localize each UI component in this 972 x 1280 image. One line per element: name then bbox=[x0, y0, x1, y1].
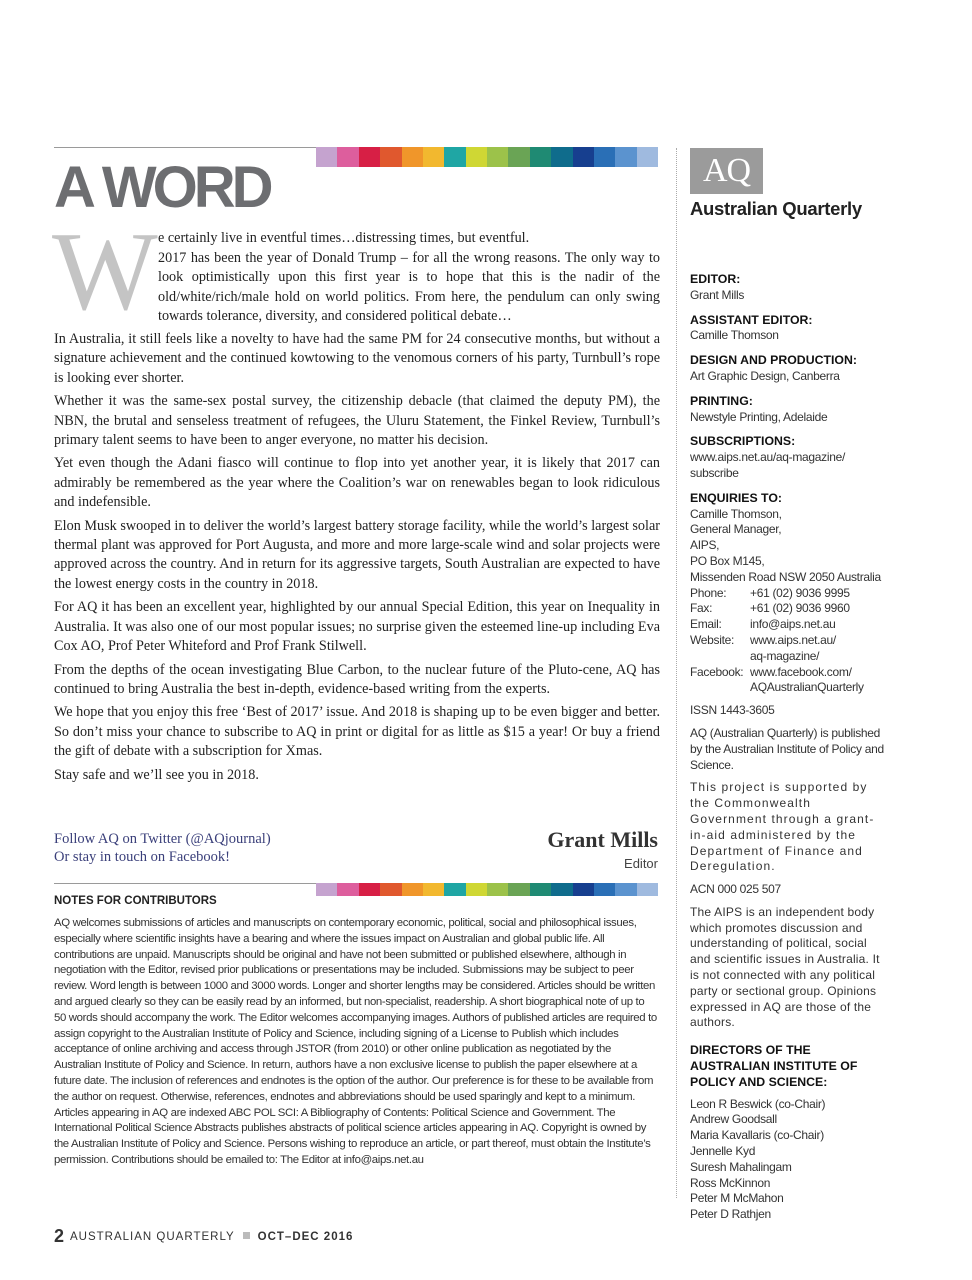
director: Jennelle Kyd bbox=[690, 1144, 756, 1159]
color-swatch bbox=[359, 883, 380, 896]
color-swatch bbox=[573, 883, 594, 896]
color-swatch bbox=[594, 147, 615, 167]
subscriptions-heading: SUBSCRIPTIONS: bbox=[690, 434, 796, 449]
body-paragraph: In Australia, it still feels like a novelty to have had the same PM for 24 consecutive months, but without a signature achievement and the continued kowtowing to the venomous corners of his party, Turnbull’s rope is looking ever shorter. bbox=[54, 331, 660, 386]
contact-row-facebook bbox=[690, 665, 864, 697]
email-value[interactable]: info@aips.net.au bbox=[750, 617, 836, 632]
director: Leon R Beswick (co-Chair) bbox=[690, 1096, 826, 1111]
director: Ross McKinnon bbox=[690, 1175, 771, 1190]
enquiries-heading: ENQUIRIES TO: bbox=[690, 490, 783, 505]
color-bar-bottom bbox=[316, 883, 658, 896]
facebook-link[interactable]: Or stay in touch on Facebook! bbox=[54, 849, 230, 865]
notes-heading: NOTES FOR CONTRIBUTORS bbox=[54, 895, 217, 907]
enquiries-line: PO Box M145, bbox=[690, 553, 765, 568]
color-swatch bbox=[551, 147, 572, 167]
contact-row-email bbox=[690, 617, 864, 633]
signature bbox=[547, 826, 658, 871]
intro-text bbox=[158, 229, 660, 327]
aips-description: The AIPS is an independent body which promotes discussion and understanding of political, social and scientific issues in Australia. It is not connected with any political party or sectional group. Opinions expressed in AQ are those of the authors. bbox=[690, 904, 880, 1030]
color-swatch bbox=[594, 883, 615, 896]
contact-row-website bbox=[690, 633, 864, 665]
color-swatch bbox=[359, 147, 380, 167]
enquiries-line: Camille Thomson, bbox=[690, 506, 782, 521]
separator-square-icon bbox=[243, 1232, 250, 1239]
color-swatch bbox=[508, 147, 529, 167]
body-paragraph: From the depths of the ocean investigating Blue Carbon, to the nuclear future of the Pluto-cene, AQ has continued to bring Australia the best in-depth, evidence-based writing from the experts. bbox=[54, 661, 660, 697]
body-paragraph: Stay safe and we’ll see you in 2018. bbox=[54, 766, 259, 783]
masthead bbox=[690, 272, 890, 1223]
sidebar-divider bbox=[676, 148, 677, 1198]
color-swatch bbox=[508, 883, 529, 896]
published-by: AQ (Australian Quarterly) is published by the Australian Institute of Policy and Science. bbox=[690, 725, 884, 772]
notes-text: AQ welcomes submissions of articles and manuscripts on contemporary economic, political, social and philosophical issues, especially where scientific insights have a bearing and where the issues impact on Australian and global public life. All contributions are unpaid. Manuscripts should be original and have not been submitted or published elsewhere, although in negotiation with the Editor, revised prior publications or presentations may be included. Submissions may be subject to peer review. Word length is between 1000 and 3000 words. Longer and shorter lengths may be considered. Articles should be written and argued clearly so they can be easily read by an informed, but non-specialist, readership. A short biographical note of up to 50 words should accompany the work. The Editor welcomes accompanying images. Authors of published articles are required to assign copyright to the Australian Institute of Policy and Science, including signing of a License to Publish which includes acceptance of online archiving and access through JSTOR (from 2010) or other online publication as negotiated by the Australian Institute of Policy and Science. In return, authors have a non exclusive license to publish the paper elsewhere at a future date. The inclusion of references and endnotes is the option of the author. Our preference is for these to be available from the author on request. Otherwise, references, endnotes and abbreviations should be used sparingly and kept to a minimum. Articles appearing in AQ are indexed ABC POL SCI: A Bibliography of Contents: Political Science and Government. The International Political Science Abstracts publishes abstracts of political science articles appearing in AQ. Copyright is owned by the Australian Institute of Policy and Science. Persons wishing to reproduce an article, or part thereof, must obtain the Institute’s permission. Contributions should be emailed to: The Editor at info@aips.net.au bbox=[54, 917, 657, 1166]
color-swatch bbox=[637, 883, 658, 896]
color-swatch bbox=[316, 883, 337, 896]
twitter-link[interactable]: Follow AQ on Twitter (@AQjournal) bbox=[54, 831, 271, 847]
color-swatch bbox=[637, 147, 658, 167]
assistant-editor-heading: ASSISTANT EDITOR: bbox=[690, 312, 813, 327]
body-paragraph: Elon Musk swooped in to deliver the world’s largest battery storage facility, while the world’s largest solar thermal plant was approved for Port Augusta, and more and more large-scale wind and solar projects were approved across the country. And in return for its aggressive targets, South Australian are expected to have the lowest energy costs in the country in 2018. bbox=[54, 517, 660, 592]
email-label: Email: bbox=[690, 617, 722, 632]
fax-label: Fax: bbox=[690, 601, 713, 616]
contact-table bbox=[690, 586, 864, 697]
page-number: 2 bbox=[54, 1226, 65, 1246]
color-swatch bbox=[466, 147, 487, 167]
website-line-2[interactable]: aq-magazine/ bbox=[750, 648, 820, 663]
enquiries-line: General Manager, bbox=[690, 522, 782, 537]
color-swatch bbox=[423, 883, 444, 896]
color-swatch bbox=[487, 147, 508, 167]
directors-heading: DIRECTORS OF THE AUSTRALIAN INSTITUTE OF POLICY AND SCIENCE: bbox=[690, 1043, 858, 1089]
color-swatch bbox=[487, 883, 508, 896]
support-statement: This project is supported by the Commonwealth Government through a grant-in-aid administered by the Department of Finance and Deregulation. bbox=[690, 780, 875, 874]
directors-list bbox=[690, 1097, 890, 1223]
director: Suresh Mahalingam bbox=[690, 1159, 792, 1174]
website-value[interactable] bbox=[750, 633, 864, 665]
color-swatch bbox=[444, 147, 465, 167]
aq-logo: AQ bbox=[690, 148, 763, 194]
color-swatch bbox=[551, 883, 572, 896]
color-swatch bbox=[337, 883, 358, 896]
website-line-1[interactable]: www.aips.net.au/ bbox=[750, 632, 836, 647]
director: Andrew Goodsall bbox=[690, 1112, 777, 1127]
printing-heading: PRINTING: bbox=[690, 393, 753, 408]
issue-date: OCT–DEC 2016 bbox=[257, 1231, 354, 1243]
color-swatch bbox=[316, 147, 337, 167]
color-swatch bbox=[573, 147, 594, 167]
follow-links bbox=[54, 830, 374, 866]
issn: ISSN 1443-3605 bbox=[690, 703, 775, 718]
phone-label: Phone: bbox=[690, 585, 727, 600]
facebook-value[interactable] bbox=[750, 665, 864, 697]
page-title: A WORD bbox=[54, 155, 270, 220]
color-swatch bbox=[380, 147, 401, 167]
subscriptions-link-cont[interactable]: subscribe bbox=[690, 465, 739, 480]
intro-paragraph: 2017 has been the year of Donald Trump – for all the wrong reasons. The only way to look optimistically upon this first year is to hope that this is the nadir of the old/white/rich/male hold on world politics. From here, the pendulum can only swing towards tolerance, diversity, and considered political debate… bbox=[158, 249, 660, 325]
editor-value: Grant Mills bbox=[690, 287, 745, 302]
color-swatch bbox=[615, 147, 636, 167]
color-swatch bbox=[423, 147, 444, 167]
design-value: Art Graphic Design, Canberra bbox=[690, 368, 840, 383]
page-footer bbox=[54, 1226, 353, 1247]
article-body bbox=[54, 330, 660, 789]
contact-row-fax bbox=[690, 601, 864, 617]
design-heading: DESIGN AND PRODUCTION: bbox=[690, 353, 857, 368]
facebook-line-1[interactable]: www.facebook.com/ bbox=[750, 664, 852, 679]
publication-title: Australian Quarterly bbox=[690, 198, 862, 219]
color-bar-top bbox=[316, 147, 658, 167]
color-swatch bbox=[444, 883, 465, 896]
contact-row-phone bbox=[690, 586, 864, 602]
color-swatch bbox=[615, 883, 636, 896]
signature-role: Editor bbox=[624, 856, 658, 871]
drop-cap: W bbox=[52, 210, 158, 334]
printing-value: Newstyle Printing, Adelaide bbox=[690, 409, 828, 424]
website-label: Website: bbox=[690, 632, 735, 647]
color-swatch bbox=[530, 147, 551, 167]
editor-heading: EDITOR: bbox=[690, 272, 741, 286]
facebook-label: Facebook: bbox=[690, 664, 744, 679]
subscriptions-link[interactable]: www.aips.net.au/aq-magazine/ bbox=[690, 450, 846, 465]
body-paragraph: Yet even though the Adani fiasco will continue to flop into yet another year, it is likely that 2017 can admirably be remembered as the year where the Coalition’s war on renewables began to look ridiculous and indefensible. bbox=[54, 455, 660, 511]
assistant-editor-value: Camille Thomson bbox=[690, 328, 779, 343]
body-paragraph: Whether it was the same-sex postal survey, the citizenship debacle (that claimed the deputy PM), the NBN, the brutal and senseless treatment of refugees, the Uluru Statement, the Finkel Review, Turnbull’s primary talent seems to have been to anger everyone, no matter his decision. bbox=[54, 393, 660, 449]
director: Peter D Rathjen bbox=[690, 1207, 771, 1222]
acn: ACN 000 025 507 bbox=[690, 882, 781, 897]
director: Peter M McMahon bbox=[690, 1191, 784, 1206]
color-swatch bbox=[380, 883, 401, 896]
body-paragraph: We hope that you enjoy this free ‘Best of 2017’ issue. And 2018 is shaping up to be even bigger and better. So don’t miss your chance to subscribe to AQ in print or digital for as little as $15 a year! Or buy a friend the gift of debate with a subscription for Xmas. bbox=[54, 704, 660, 760]
fax-value: +61 (02) 9036 9960 bbox=[750, 601, 850, 616]
color-swatch bbox=[466, 883, 487, 896]
body-paragraph: For AQ it has been an excellent year, highlighted by our annual Special Edition, this year on Inequality in Australia. It was also one of our most popular issues; no surprise given the esteemed line-up including Eva Cox AO, Prof Peter Whiteford and Prof Frank Stilwell. bbox=[54, 599, 660, 655]
color-swatch bbox=[530, 883, 551, 896]
color-swatch bbox=[402, 883, 423, 896]
director: Maria Kavallaris (co-Chair) bbox=[690, 1128, 824, 1143]
top-rule bbox=[54, 147, 316, 148]
color-swatch bbox=[337, 147, 358, 167]
phone-value: +61 (02) 9036 9995 bbox=[750, 585, 850, 600]
color-swatch bbox=[402, 147, 423, 167]
intro-paragraph: e certainly live in eventful times…distressing times, but eventful. bbox=[158, 230, 530, 246]
publication-name: AUSTRALIAN QUARTERLY bbox=[70, 1231, 235, 1243]
facebook-line-2[interactable]: AQAustralianQuarterly bbox=[750, 680, 864, 695]
enquiries-line: AIPS, bbox=[690, 538, 720, 553]
notes-rule bbox=[54, 883, 316, 884]
enquiries-line: Missenden Road NSW 2050 Australia bbox=[690, 569, 881, 584]
signature-name: Grant Mills bbox=[547, 827, 658, 852]
